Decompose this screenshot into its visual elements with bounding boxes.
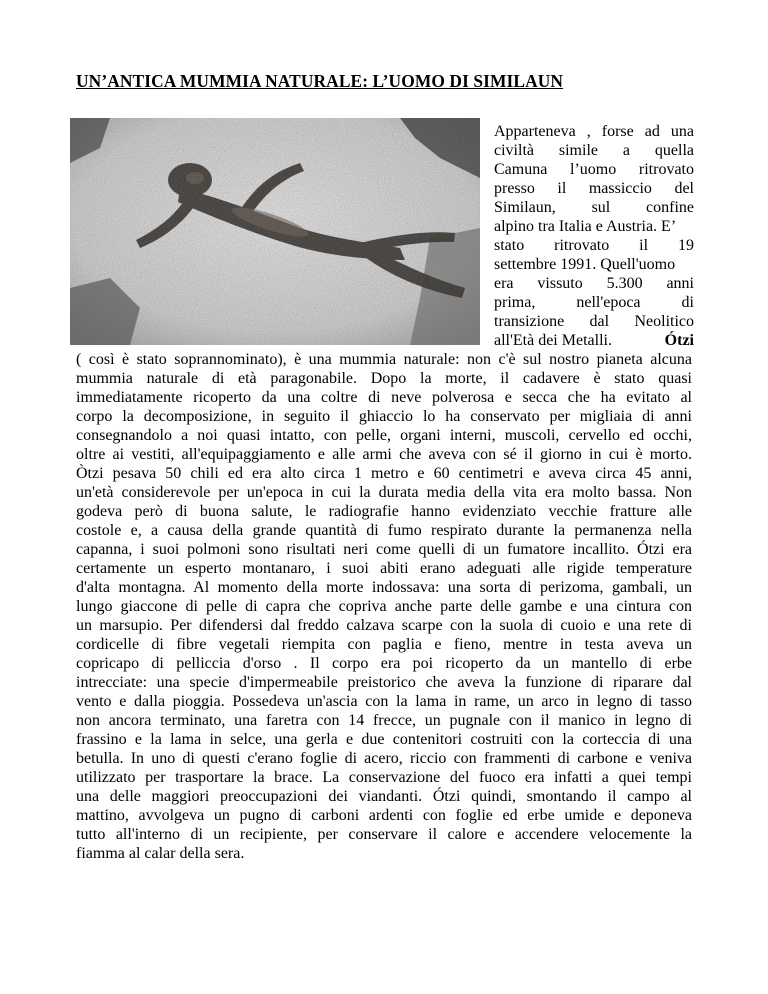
body-text-line: d'alta montagna. Al momento della morte indossava: una sorta di perizoma, gambali, un xyxy=(76,579,692,596)
body-text-line: tutto all'interno di un recipiente, per conservare il calore e accendere velocemente la xyxy=(76,826,692,843)
body-text-line: cordicelle di fibre vegetali riempita con paglia e fieno, mentre in testa aveva un xyxy=(76,636,692,653)
body-text-line: consegnandolo a noi quasi intatto, con pelle, organi interni, muscoli, cervello ed occhi, xyxy=(76,427,692,444)
side-text-line: Similaun, sul confine xyxy=(494,199,694,216)
page-title: UN’ANTICA MUMMIA NATURALE: L’UOMO DI SIMILAUN xyxy=(76,71,564,91)
body-text-line: costole e, a causa della grande quantità di fumo respirato durante la permanenza nella xyxy=(76,522,692,539)
mummy-photo-graphic xyxy=(70,118,480,345)
body-text-line: mattino, avvolgeva un pugno di carboni ardenti con foglie ed erbe umide e deponeva xyxy=(76,807,692,824)
body-text-line: immediatamente ricoperto da una coltre di neve polverosa e secca che ha evitato al xyxy=(76,389,692,406)
body-text-line: ( così è stato soprannominato), è una mummia naturale: non c'è sul nostro pianeta alcuna xyxy=(76,351,692,368)
side-text-line: presso il massiccio del xyxy=(494,180,694,197)
side-text-line: prima, nell'epoca di xyxy=(494,294,694,311)
body-text-line: capanna, i suoi polmoni sono risultati neri come quelli di un fumatore incallito. Ótzi era xyxy=(76,541,692,558)
body-text-line: una delle maggiori preoccupazioni dei viandanti. Ótzi quindi, smontando il campo al xyxy=(76,788,692,805)
side-text-line: transizione dal Neolitico xyxy=(494,313,694,330)
side-text-line: civiltà simile a quella xyxy=(494,142,694,159)
body-text-line: un marsupio. Per difendersi dal freddo calzava scarpe con la suola di cuoio e una rete di xyxy=(76,617,692,634)
side-text-line: alpino tra Italia e Austria. E’ xyxy=(494,218,677,235)
side-text-line: Camuna l’uomo ritrovato xyxy=(494,161,694,178)
body-text-line: non ancora terminato, una faretra con 14 frecce, un pugnale con il manico in legno di xyxy=(76,712,692,729)
body-text-line: intrecciate: una specie d'impermeabile preistorico che aveva la funzione di riparare dal xyxy=(76,674,692,691)
body-text-line: un'età considerevole per un'epoca in cui la durata media della vita era molto bassa. Non xyxy=(76,484,692,501)
mummy-photo xyxy=(70,118,480,345)
body-text-line: Òtzi pesava 50 chili ed era alto circa 1 metro e 60 centimetri e aveva circa 45 anni, xyxy=(76,465,692,482)
body-text-line: fiamma al calar della sera. xyxy=(76,845,245,862)
body-text-line: corpo la decomposizione, in seguito il ghiaccio lo ha conservato per migliaia di anni xyxy=(76,408,692,425)
body-text-line: lungo giaccone di pelle di capra che copriva anche parte delle gambe e una cintura con xyxy=(76,598,692,615)
body-text-line: copricapo di pelliccia d'orso . Il corpo era poi ricoperto da un mantello di erbe xyxy=(76,655,692,672)
body-text-line: vento e dalla pioggia. Possedeva un'ascia con la lama in rame, un arco in legno di tasso xyxy=(76,693,692,710)
body-text-line: frassino e la lama in selce, una gerla e due contenitori costruiti con la corteccia di una xyxy=(76,731,692,748)
side-text-line: Apparteneva , forse ad una xyxy=(494,123,694,140)
body-text-line: certamente un esperto montanaro, i suoi abiti erano adeguati alle rigide temperature xyxy=(76,560,692,577)
side-text-line: settembre 1991. Quell'uomo xyxy=(494,256,676,273)
name-otzi-bold: Ótzi xyxy=(664,332,694,349)
body-text-line: godeva però di buona salute, le radiografie hanno evidenziato vecchie fratture alle xyxy=(76,503,692,520)
body-text-line: betulla. In uno di questi c'erano foglie di acero, riccio con frammenti di carbone e veniva xyxy=(76,750,692,767)
side-text-last-line xyxy=(494,331,694,350)
body-text-line: mummia naturale di età paragonabile. Dopo la morte, il cadavere è stato quasi xyxy=(76,370,692,387)
side-text-line: stato ritrovato il 19 xyxy=(494,237,694,254)
side-text-line: all'Età dei Metalli. xyxy=(494,332,612,349)
body-text-line: utilizzato per trasportare la brace. La conservazione del fuoco era infatti a quei tempi xyxy=(76,769,692,786)
body-text-line: oltre ai vestiti, all'equipaggiamento e alle armi che aveva con sé il giorno in cui è morto. xyxy=(76,446,692,463)
side-text-line: era vissuto 5.300 anni xyxy=(494,275,694,292)
